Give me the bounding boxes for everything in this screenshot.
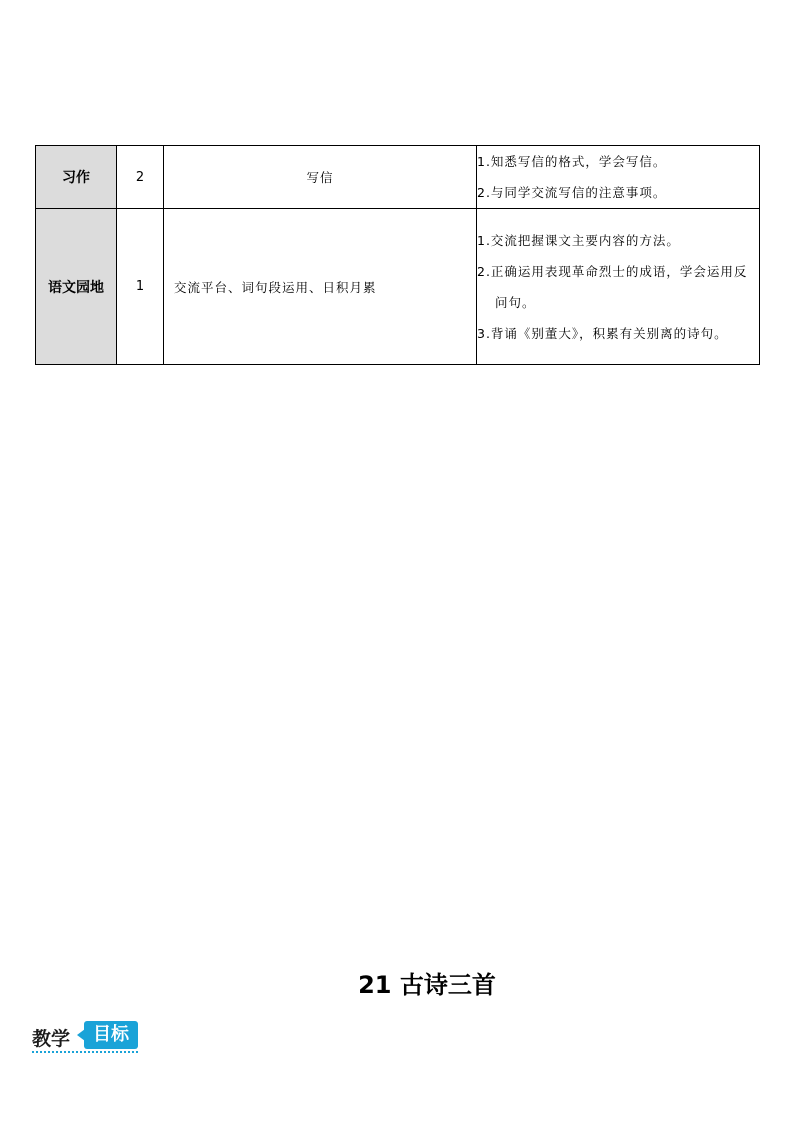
hours-cell: 1 [117, 209, 164, 365]
dotted-underline [32, 1051, 138, 1053]
hours-cell: 2 [117, 146, 164, 209]
table-row [36, 209, 760, 365]
unit-name-cell: 习作 [36, 146, 117, 209]
table-row [36, 146, 760, 209]
goals-cell [477, 209, 760, 365]
goal-item: 1.交流把握课文主要内容的方法。 [477, 232, 680, 248]
unit-plan-table [35, 145, 760, 365]
unit-name-cell: 语文园地 [36, 209, 117, 365]
goal-item: 1.知悉写信的格式，学会写信。 [477, 154, 667, 169]
goal-item: 2.与同学交流写信的注意事项。 [477, 185, 667, 200]
section-heading-prefix: 教学 [32, 1028, 71, 1050]
goal-list [477, 225, 759, 349]
content-cell: 写信 [164, 146, 477, 209]
goal-list [477, 146, 759, 208]
goal-item: 3.背诵《别董大》，积累有关别离的诗句。 [477, 325, 728, 341]
lesson-title: 21 古诗三首 [358, 971, 496, 999]
section-heading-badge [32, 1021, 138, 1053]
section-heading-box: 目标 [84, 1021, 138, 1049]
goals-cell [477, 146, 760, 209]
goal-item: 2.正确运用表现革命烈士的成语，学会运用反问句。 [477, 263, 748, 310]
content-cell: 交流平台、词句段运用、日积月累 [164, 209, 477, 365]
